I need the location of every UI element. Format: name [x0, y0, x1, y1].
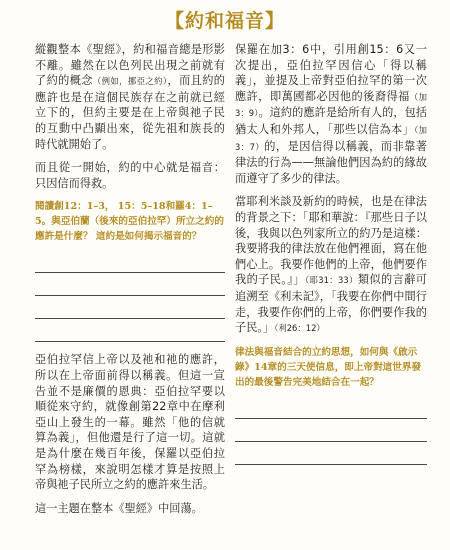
answer-line[interactable]	[35, 250, 225, 273]
paragraph-1-ref: （例如，挪亞之約）	[92, 76, 168, 87]
answer-line[interactable]	[35, 319, 225, 342]
right-column	[235, 42, 427, 465]
paragraph-6-ref-2: （利26：12）	[274, 323, 325, 334]
paragraph-5-text-a: 保羅在加3：6中，引用創15：6又一次提出，亞伯拉罕因信心「得以稱義」，並提及上帝對亞伯拉罕的第一次應許，即萬國都必因他的後裔得福	[235, 43, 427, 103]
answer-line[interactable]	[235, 396, 427, 419]
paragraph-4: 這一主題在整本《聖經》中回蕩。	[35, 501, 203, 515]
answer-lines-2	[235, 396, 427, 465]
paragraph-6-text-b: 類似的言辭可追溯至《利未記》，「我要在你們中間行走，我要作你們的上帝，你們要作我的子民。」	[235, 273, 427, 335]
paragraph-1	[35, 42, 225, 152]
answer-line[interactable]	[235, 442, 427, 465]
paragraph-5-ref-1: （加3：9）	[235, 91, 427, 119]
paragraph-5-ref-2: （加3：7）	[235, 124, 427, 152]
answer-lines-1	[35, 250, 225, 342]
title-bar	[0, 0, 450, 38]
paragraph-6	[235, 194, 427, 336]
paragraph-5	[235, 42, 427, 186]
answer-line[interactable]	[35, 296, 225, 319]
answer-line[interactable]	[235, 419, 427, 442]
page-title: 【約和福音】	[164, 9, 285, 32]
paragraph-6-text-a: 當耶利米談及新約的時候，也是在律法的背景之下：「耶和華說：『那些日子以後，我與以色列家所立的約乃是這樣：我要將我的律法放在他們裡面，寫在他們心上。我要作他們的上帝，他們要作我的子民。』」	[235, 195, 427, 287]
study-question-1: 閱讀創12：1–3， 15：5–18和羅4：1–5。與亞伯蘭（後來的亞伯拉罕）所立之約的應許是什麼？ 這約是如何揭示福音的？	[35, 201, 224, 243]
left-column	[35, 42, 225, 524]
paragraph-5-text-c: 的，是因信得以稱義，而非靠著律法的行為——無論他們因為約的緣故而遵守了多少的律法。	[235, 139, 427, 185]
answer-line[interactable]	[35, 273, 225, 296]
paragraph-5-text-b: 。這約的應許是給所有人的，包括猶太人和外邦人，「那些以信為本」	[235, 106, 427, 136]
paragraph-2: 而且從一開始，約的中心就是福音：只因信而得救。	[35, 161, 225, 190]
paragraph-3: 亞伯拉罕信上帝以及祂和祂的應許，所以在上帝面前得以稱義。但這一宣告並不是廉價的恩典：亞伯拉罕要以順從來守約，就像創第22章中在摩利亞山上發生的一幕。雖然「他的信就算為義」，但他還是行了這一切。這就是為什麼在幾百年後，保羅以亞伯拉罕為榜樣，來說明怎樣才算是按照上帝與祂子民所立之約的應許來生活。	[35, 353, 225, 492]
paragraph-1-text-a: 縱觀整本《聖經》，約和福音總是形影不離。雖然在以色列民出現之前就有了約的概念	[35, 43, 225, 88]
paragraph-1-text-b: ，而且約的應許也是在這個民族存在之前就已經立下的，但約主要是在上帝與祂子民的互動中凸顯出來，從先祖和族長的時代就開始了。	[35, 74, 225, 151]
study-question-2: 律法與福音結合的立約思想，如何與《啟示錄》14章的三天使信息，即上帝對這世界發出的最後警告完美地結合在一起？	[235, 346, 422, 388]
paragraph-6-ref-1: （耶31：33）	[304, 275, 358, 286]
